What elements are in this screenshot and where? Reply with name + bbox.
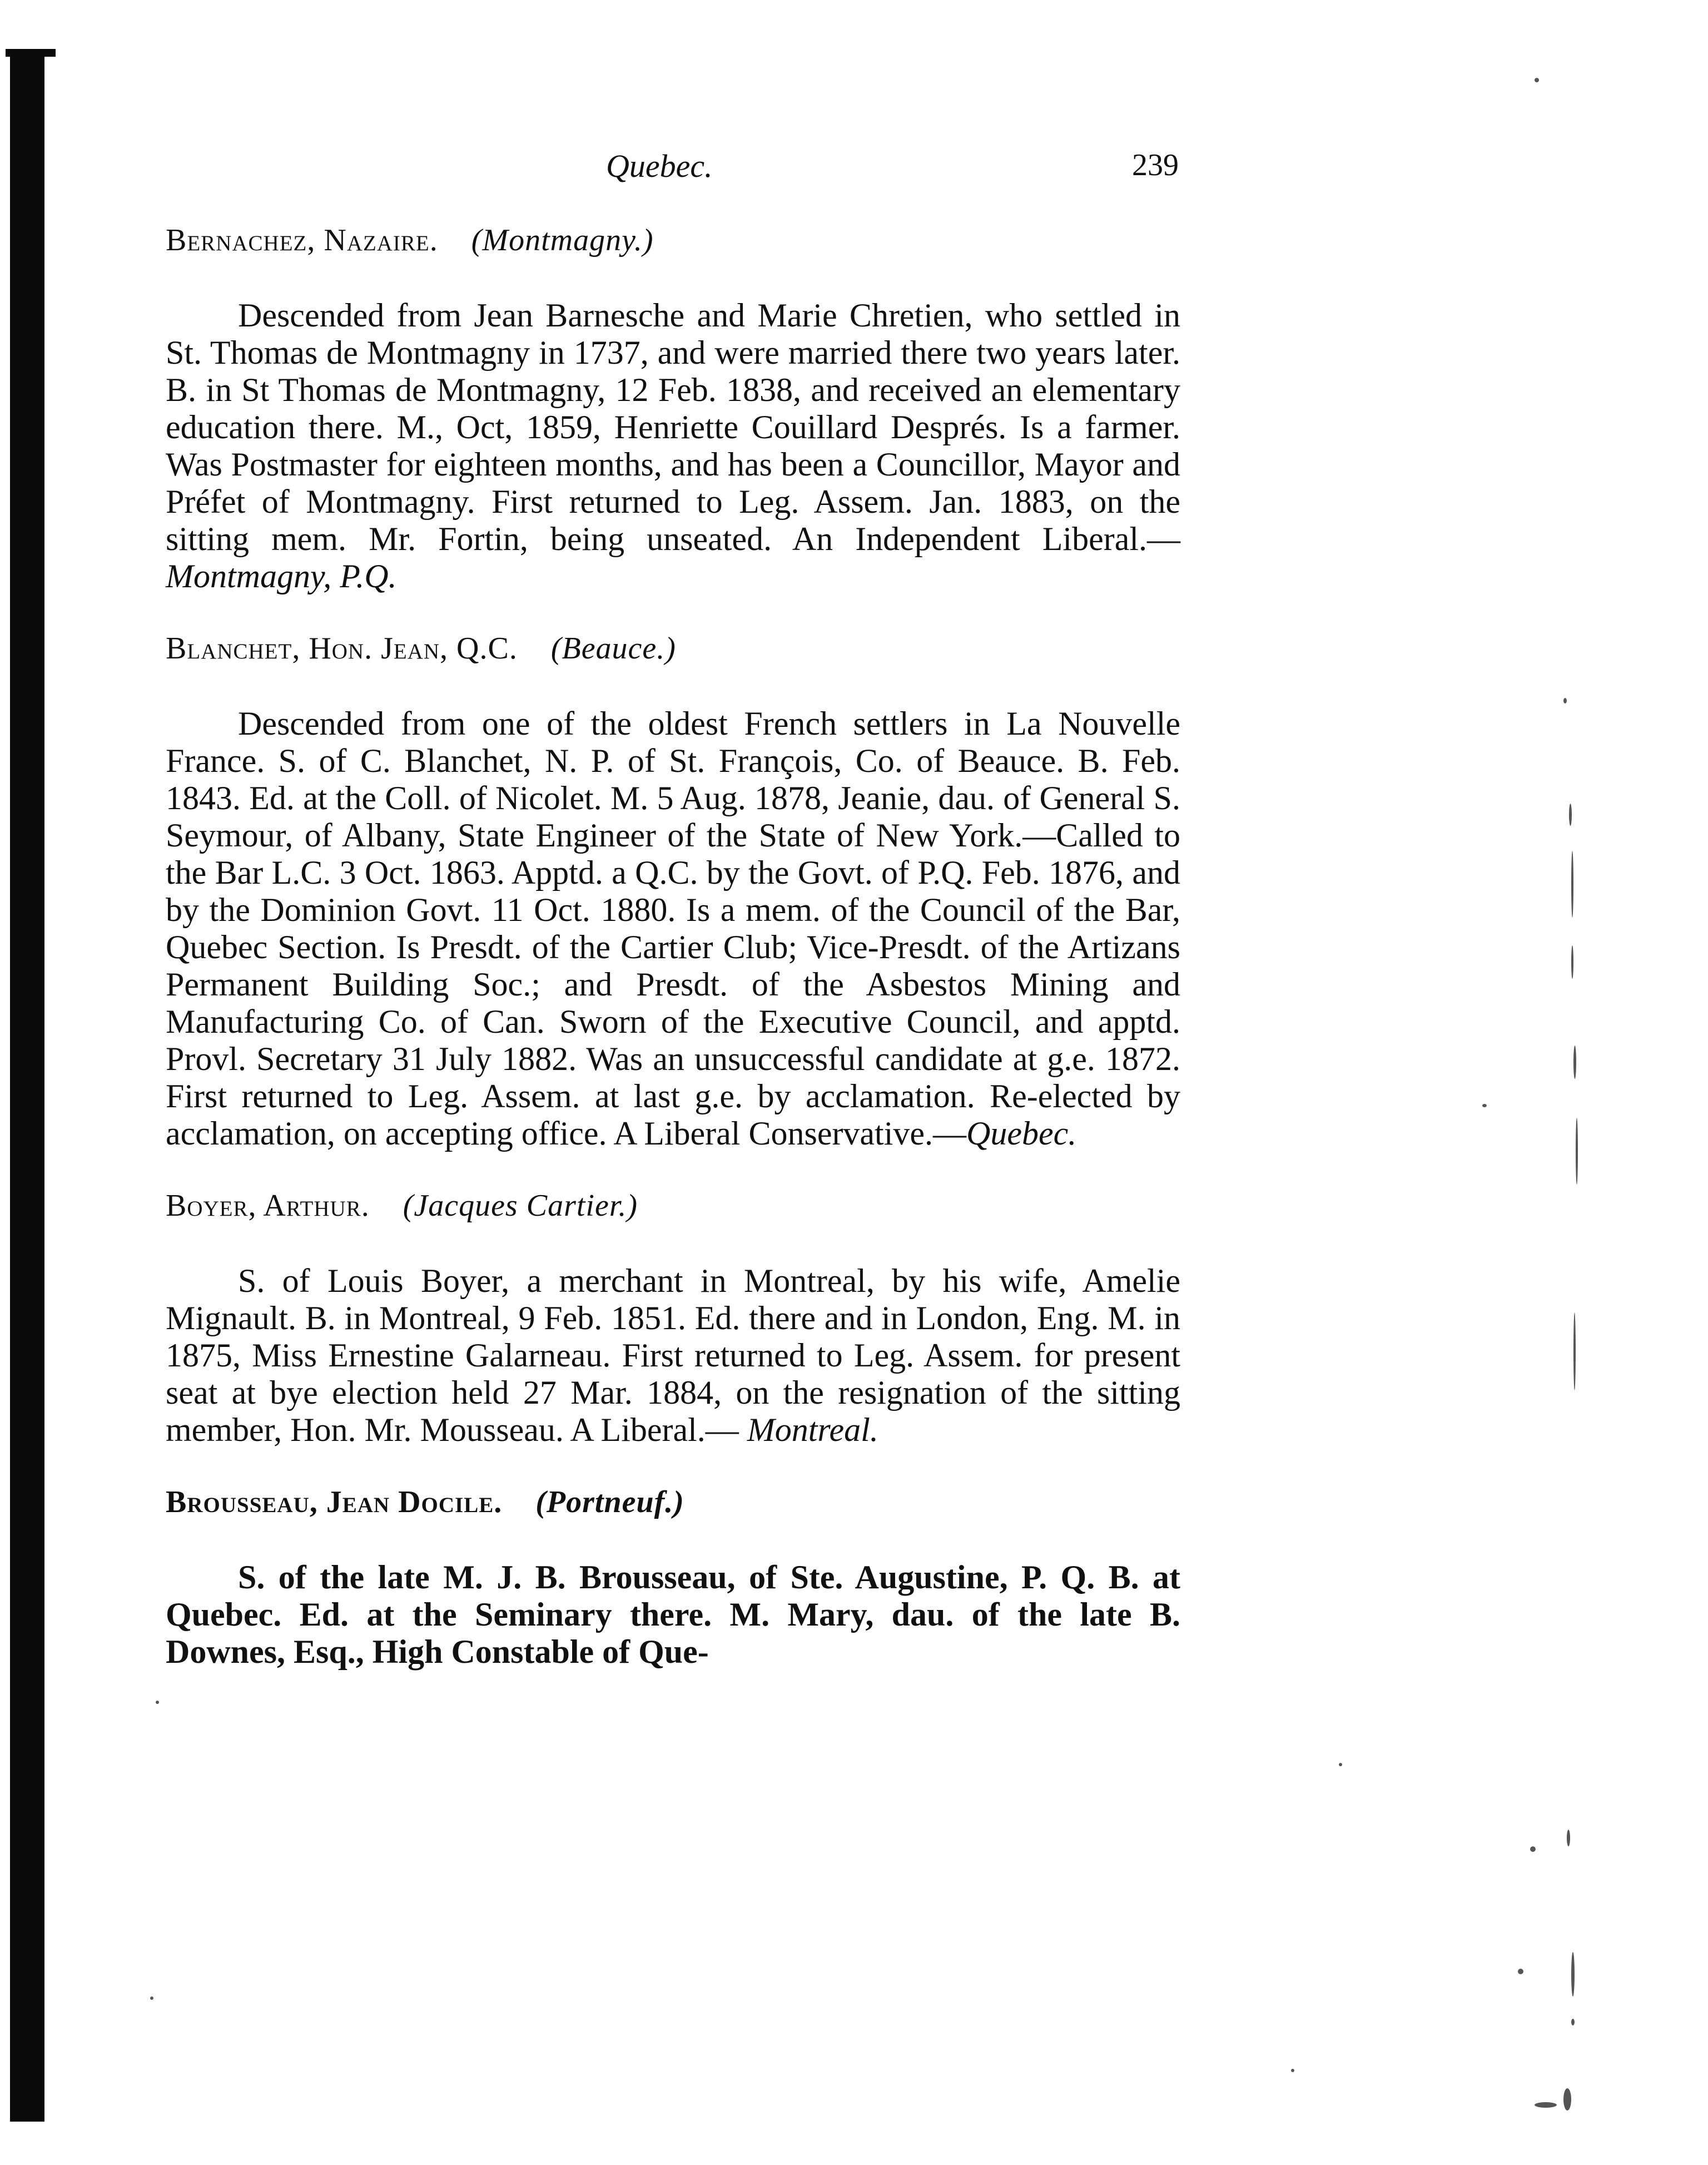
scan-speck — [1573, 1312, 1576, 1390]
scan-speck — [1291, 2069, 1294, 2072]
entry-heading — [166, 1484, 1180, 1520]
scan-speck — [1530, 1846, 1536, 1852]
scan-speck — [1518, 1969, 1523, 1974]
page-header — [161, 147, 1179, 192]
entry-district: (Montmagny.) — [471, 223, 654, 257]
scan-speck — [1563, 2088, 1571, 2110]
entry-district: (Portneuf.) — [535, 1485, 684, 1519]
entry-heading — [166, 631, 1180, 666]
scan-speck — [1571, 1952, 1575, 1996]
scan-speck — [1573, 1046, 1576, 1079]
entry-heading — [166, 1188, 1180, 1223]
entry-blanchet — [166, 631, 1180, 1152]
scan-speck — [1567, 1830, 1570, 1846]
entry-body — [166, 1262, 1180, 1449]
scan-speck — [1535, 78, 1539, 82]
scan-speck — [1535, 2102, 1557, 2108]
running-head: Quebec. — [606, 148, 713, 184]
scan-speck — [1339, 1763, 1342, 1766]
scan-speck — [1571, 2019, 1575, 2025]
scan-speck — [1482, 1104, 1487, 1107]
page-content — [166, 222, 1180, 1706]
entry-name: Brousseau, Jean Docile. — [166, 1485, 503, 1519]
entry-heading — [166, 222, 1180, 258]
entry-body — [166, 297, 1180, 595]
entry-brousseau — [166, 1484, 1180, 1671]
entry-name: Boyer, Arthur. — [166, 1188, 370, 1223]
scan-speck — [1563, 698, 1567, 703]
entry-text: S. of Louis Boyer, a merchant in Montreal, by his wife, Amelie Mignault. B. in Montreal, 9 Feb. 1851. Ed. there and in London, Eng. M. in 1875, Miss Ernestine Galarneau. First returned to Leg. Assem. for present seat at bye election held 27 Mar. 1884, on the resignation of the sitting member, Hon. Mr. Mousseau. A Liberal.— — [166, 1262, 1180, 1448]
scan-speck — [1569, 804, 1572, 826]
scan-speck — [150, 1996, 153, 2000]
entry-district: (Beauce.) — [550, 631, 676, 666]
entry-boyer — [166, 1188, 1180, 1449]
entry-name: Bernachez, Nazaire. — [166, 223, 438, 257]
scan-speck — [1571, 851, 1573, 918]
entry-body — [166, 1559, 1180, 1671]
entry-text: Descended from one of the oldest French settlers in La Nouvelle France. S. of C. Blanchet, N. P. of St. François, Co. of Beauce. B. Feb. 1843. Ed. at the Coll. of Nicolet. M. 5 Aug. 1878, Jeanie, dau. of General S. Seymour, of Albany, State Engineer of the State of New York.—Called to the Bar L.C. 3 Oct. 1863. Apptd. a Q.C. by the Govt. of P.Q. Feb. 1876, and by the Dominion Govt. 11 Oct. 1880. Is a mem. of the Council of the Bar, Quebec Section. Is Presdt. of the Cartier Club; Vice-Presdt. of the Artizans Permanent Building Soc.; and Presdt. of the Asbestos Mining and Manufacturing Co. of Can. Sworn of the Executive Council, and apptd. Provl. Secretary 31 July 1882. Was an unsuccessful candidate at g.e. 1872. First returned to Leg. Assem. at last g.e. by acclamation. Re-elected by acclamation, on accepting office. A Liberal Conservative.— — [166, 705, 1180, 1152]
entry-bernachez — [166, 222, 1180, 595]
page-number: 239 — [1132, 148, 1179, 182]
entry-text: S. of the late M. J. B. Brousseau, of Ste. Augustine, P. Q. B. at Quebec. Ed. at the Seminary there. M. Mary, dau. of the late B. Downes, Esq., High Constable of Que- — [166, 1559, 1180, 1670]
entry-residence: Montreal. — [747, 1411, 878, 1448]
scan-speck — [1576, 1118, 1578, 1185]
scan-speck — [156, 1701, 159, 1704]
entry-residence: Montmagny, P.Q. — [166, 558, 397, 594]
entry-district: (Jacques Cartier.) — [403, 1188, 638, 1223]
entry-name: Blanchet, Hon. Jean, Q.C. — [166, 631, 518, 666]
scan-speck — [1571, 945, 1573, 979]
binding-edge — [10, 50, 44, 2122]
entry-text: Descended from Jean Barnesche and Marie Chretien, who settled in St. Thomas de Montmagny in 1737, and were married there two years later. B. in St Thomas de Montmagny, 12 Feb. 1838, and received an elementary education there. M., Oct, 1859, Henriette Couillard Després. Is a farmer. Was Postmaster for eighteen months, and has been a Councillor, Mayor and Préfet of Montmagny. First returned to Leg. Assem. Jan. 1883, on the sitting mem. Mr. Fortin, being unseated. An Independent Liberal.— — [166, 297, 1180, 557]
entry-body — [166, 705, 1180, 1152]
entry-residence: Quebec. — [966, 1115, 1077, 1152]
